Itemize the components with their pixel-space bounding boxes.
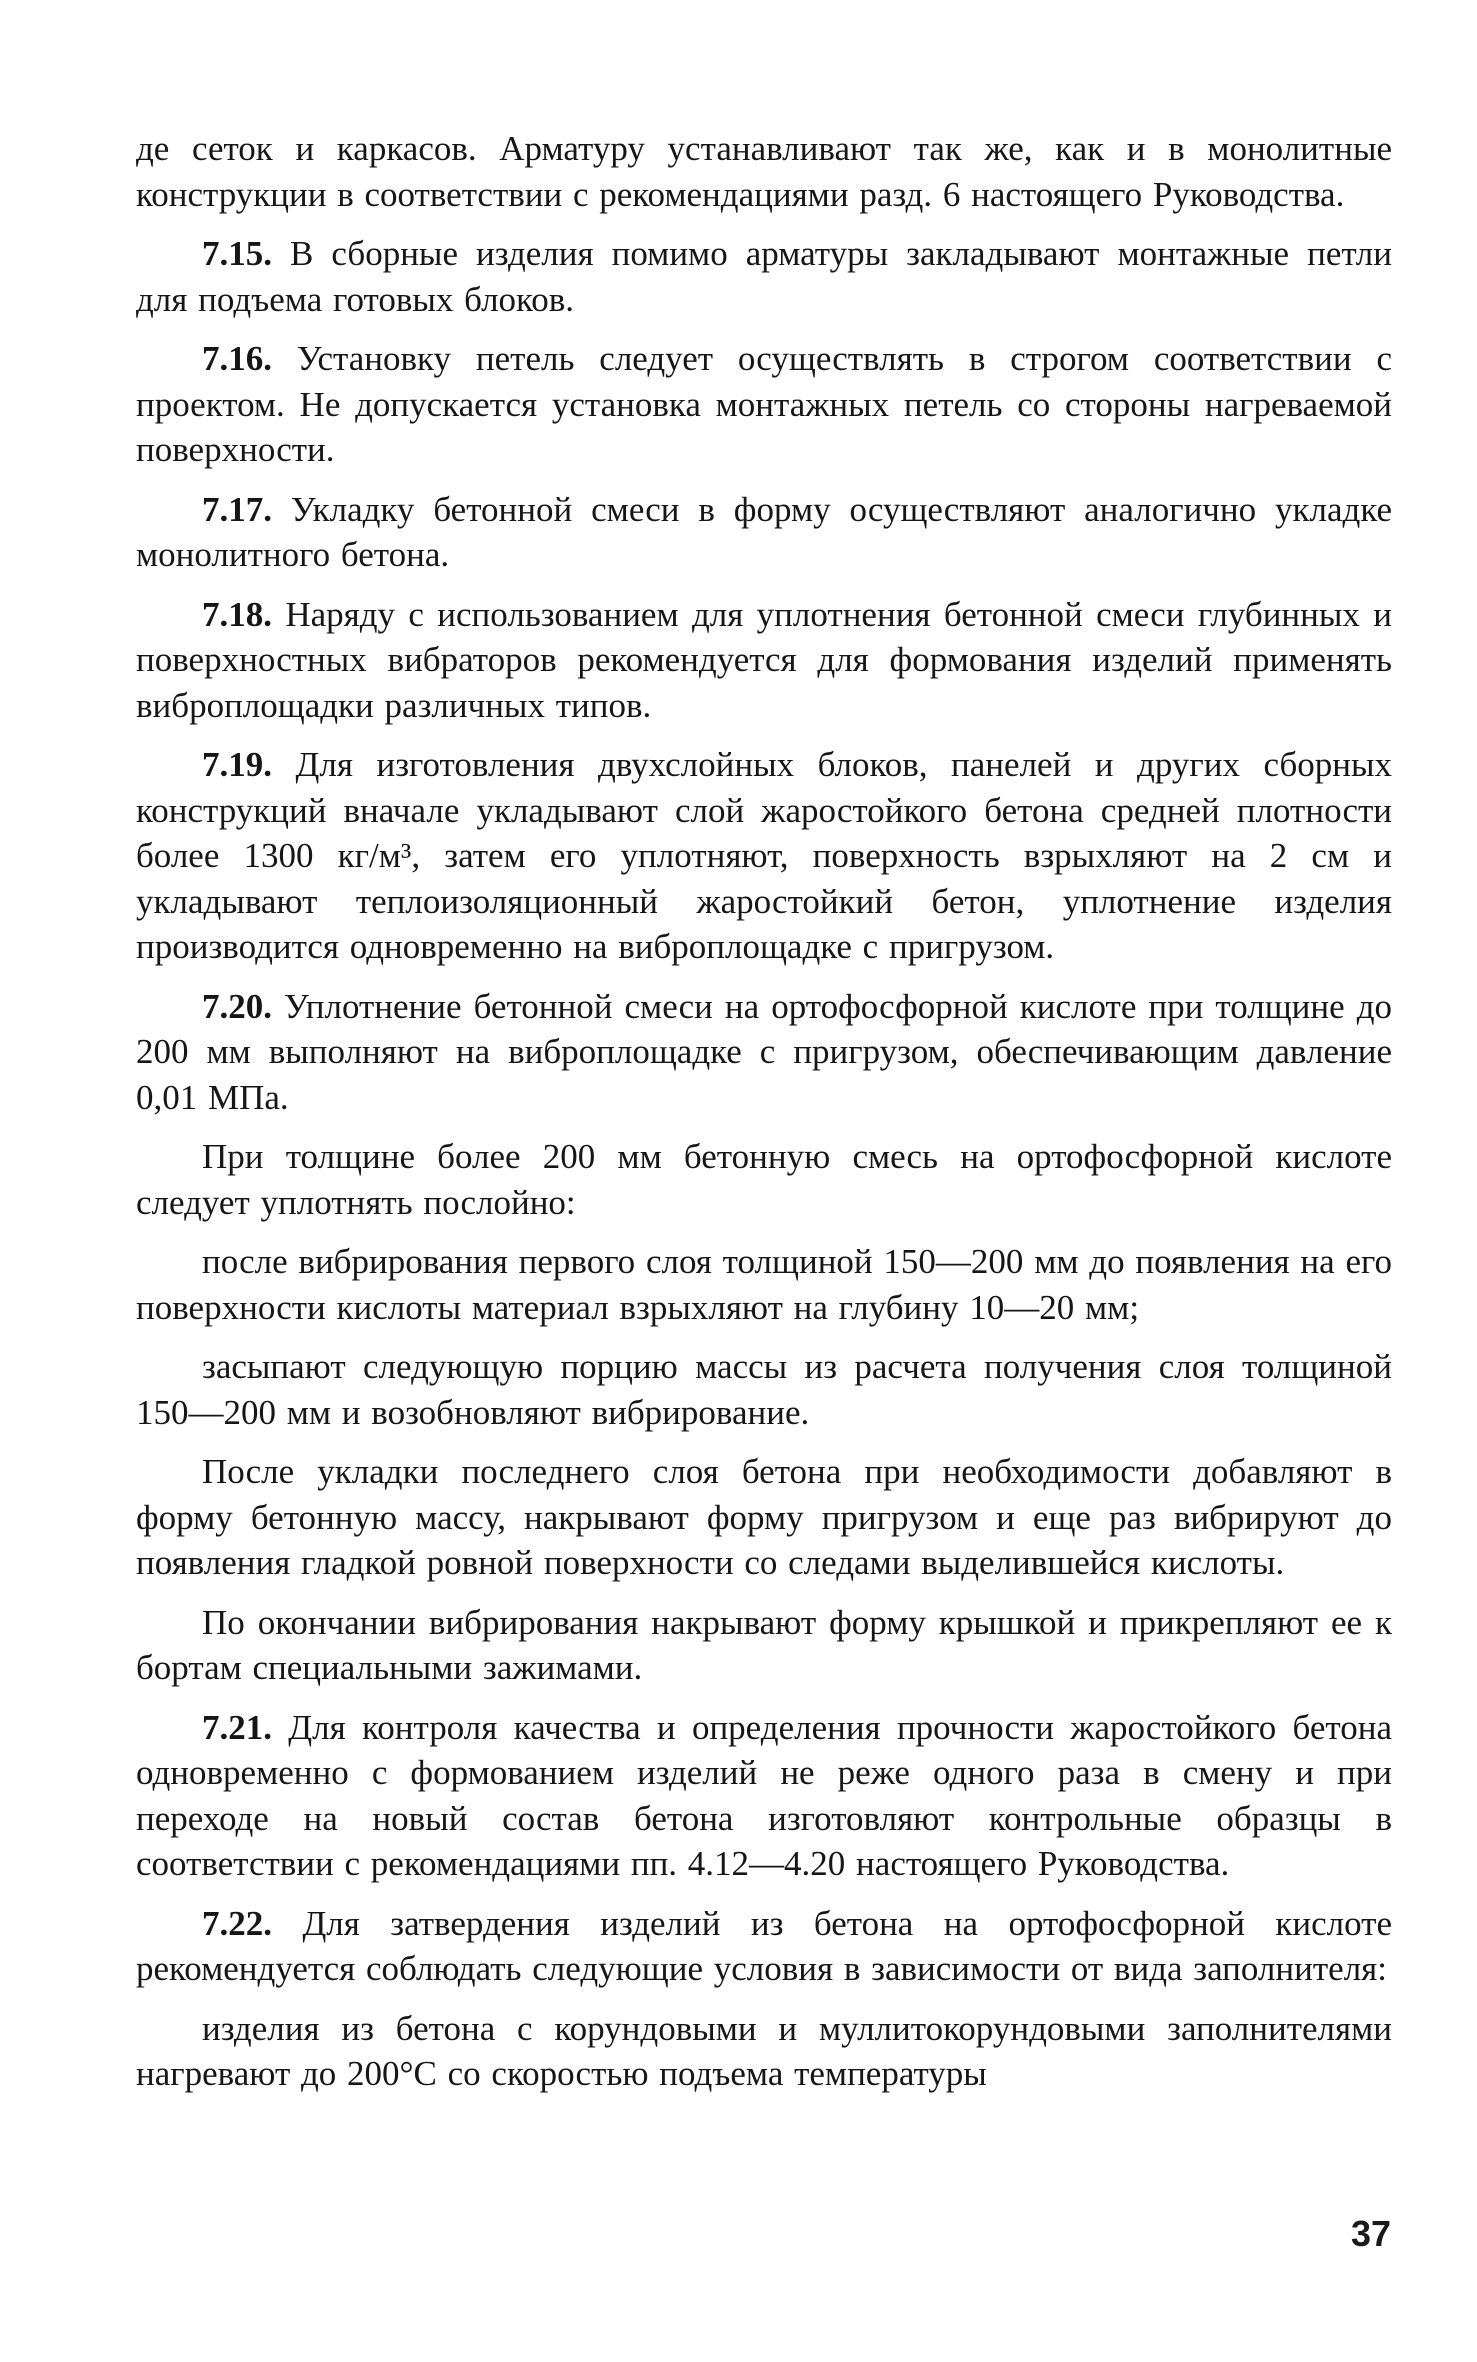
paragraph-text: Для контроля качества и определения прочности жаростойкого бетона одновременно с формованием изделий не реже одного раза в смену и при переходе на новый состав бетона изготовляют контрольные образцы в соответствии с рекомендациями пп. 4.12—4.20 настоящего Руководства.	[136, 1707, 1392, 1883]
paragraph-next-portion	[136, 1344, 1392, 1435]
paragraph-last-layer	[136, 1449, 1392, 1586]
paragraph-number: 7.16.	[202, 339, 272, 378]
paragraph-number: 7.18.	[202, 594, 272, 634]
document-page	[136, 126, 1392, 2111]
paragraph-text: изделия из бетона с корундовыми и муллитокорундовыми заполнителями нагревают до 200°С со скоростью подъема температуры	[136, 2008, 1392, 2093]
paragraph-text: после вибрирования первого слоя толщиной 150—200 мм до появления на его поверхности кислоты материал взрыхляют на глубину 10—20 мм;	[136, 1242, 1392, 1327]
paragraph-text: Установку петель следует осуществлять в строгом соответствии с проектом. Не допускается установка монтажных петель со стороны нагреваемой поверхности.	[136, 339, 1393, 469]
paragraph-7-18	[136, 592, 1392, 729]
paragraph-number: 7.15.	[202, 234, 272, 273]
paragraph-corundum-fillers	[136, 2006, 1392, 2097]
paragraph-text: После укладки последнего слоя бетона при необходимости добавляют в форму бетонную массу, накрывают форму пригрузом и еще раз вибрируют до появления гладкой ровной поверхности со следами выделившейся кислоты.	[136, 1452, 1392, 1582]
paragraph-text: Укладку бетонной смеси в форму осуществляют аналогично укладке монолитного бетона.	[136, 489, 1393, 574]
paragraph-text: При толщине более 200 мм бетонную смесь на ортофосфорной кислоте следует уплотнять послойно:	[136, 1137, 1392, 1222]
paragraph-7-20	[136, 984, 1392, 1121]
paragraph-number: 7.19.	[202, 745, 272, 784]
paragraph-text: В сборные изделия помимо арматуры закладывают монтажные петли для подъема готовых блоков.	[136, 234, 1392, 319]
paragraph-number: 7.21.	[202, 1707, 272, 1747]
paragraph-continuation	[136, 126, 1392, 217]
paragraph-7-16	[136, 336, 1392, 473]
paragraph-lid-clamps	[136, 1600, 1392, 1691]
paragraph-number: 7.17.	[202, 489, 272, 529]
paragraph-7-22	[136, 1901, 1392, 1992]
paragraph-7-21	[136, 1705, 1392, 1887]
paragraph-text: По окончании вибрирования накрывают форму крышкой и прикрепляют ее к бортам специальными зажимами.	[136, 1602, 1392, 1687]
paragraph-text: засыпают следующую порцию массы из расчета получения слоя толщиной 150—200 мм и возобновляют вибрирование.	[136, 1347, 1392, 1432]
paragraph-7-19	[136, 742, 1392, 970]
paragraph-text: Для затвердения изделий из бетона на ортофосфорной кислоте рекомендуется соблюдать следующие условия в зависимости от вида заполнителя:	[136, 1903, 1393, 1988]
paragraph-first-layer	[136, 1239, 1392, 1330]
paragraph-number: 7.22.	[202, 1903, 272, 1943]
paragraph-text: де сеток и каркасов. Арматуру устанавливают так же, как и в монолитные конструкции в соответствии с рекомендациями разд. 6 настоящего Руководства.	[136, 129, 1392, 214]
paragraph-7-17	[136, 487, 1392, 578]
paragraph-number: 7.20.	[202, 986, 272, 1026]
paragraph-text: Для изготовления двухслойных блоков, панелей и других сборных конструкций вначале укладывают слой жаростойкого бетона средней плотности более 1300 кг/м³, затем его уплотняют, поверхность взрыхляют на 2 см и укладывают теплоизоляционный жаростойкий бетон, уплотнение изделия производится одновременно на виброплощадке с пригрузом.	[136, 745, 1392, 966]
paragraph-text: Уплотнение бетонной смеси на ортофосфорной кислоте при толщине до 200 мм выполняют на виброплощадке с пригрузом, обеспечивающим давление 0,01 МПа.	[136, 986, 1393, 1117]
page-number: 37	[1350, 2213, 1391, 2254]
paragraph-7-15	[136, 231, 1392, 322]
paragraph-layered-compaction	[136, 1134, 1392, 1225]
paragraph-text: Наряду с использованием для уплотнения бетонной смеси глубинных и поверхностных вибраторов рекомендуется для формования изделий применять виброплощадки различных типов.	[136, 594, 1392, 725]
